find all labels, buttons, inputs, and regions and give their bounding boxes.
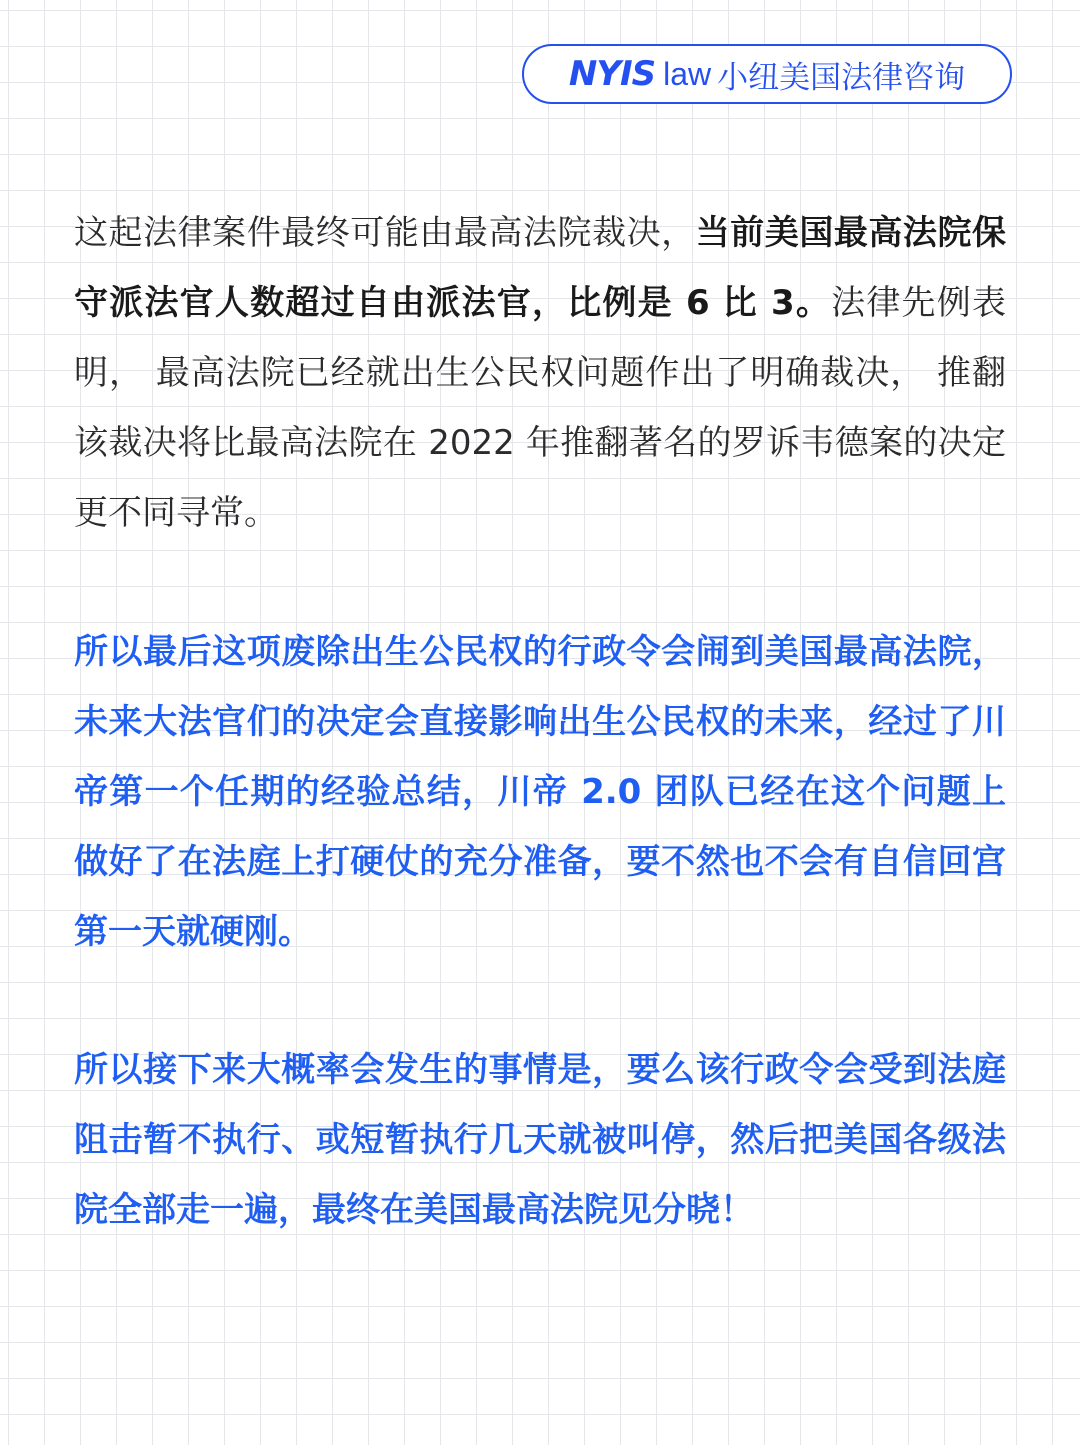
paragraph-outlook: 所以接下来大概率会发生的事情是，要么该行政令会受到法庭阻击暂不执行、或短暂执行几天就被叫停，然后把美国各级法院全部走一遍，最终在美国最高法院见分晓！	[74, 1050, 1006, 1230]
paragraph-1-intro: 这起法律案件最终可能由最高法院裁决，	[74, 213, 696, 253]
paragraph-1-highlight: 当前美国最高法院保守派法官人数超过自由派法官，比例是 6 比 3。	[74, 213, 1007, 323]
brand-logo-mark: NYIS	[568, 54, 656, 94]
paragraph-executive-order: 所以最后这项废除出生公民权的行政令会闹到美国最高法院，未来大法官们的决定会直接影响出生公民权的未来，经过了川帝第一个任期的经验总结，川帝 2.0 团队已经在这个问题上做好了在法庭上打硬仗的充分准备，要不然也不会有自信回宫第一天就硬刚。	[74, 632, 1006, 952]
paragraph-1-rest: 法律先例表明， 最高法院已经就出生公民权问题作出了明确裁决， 推翻该裁决将比最高法院在 2022 年推翻著名的罗诉韦德案的决定更不同寻常。	[74, 283, 1007, 533]
paragraph-court-ruling	[74, 198, 1006, 548]
brand-name: 小纽美国法律咨询	[717, 59, 966, 96]
brand-logo-suffix: law	[663, 55, 712, 92]
brand-badge	[522, 44, 1012, 104]
